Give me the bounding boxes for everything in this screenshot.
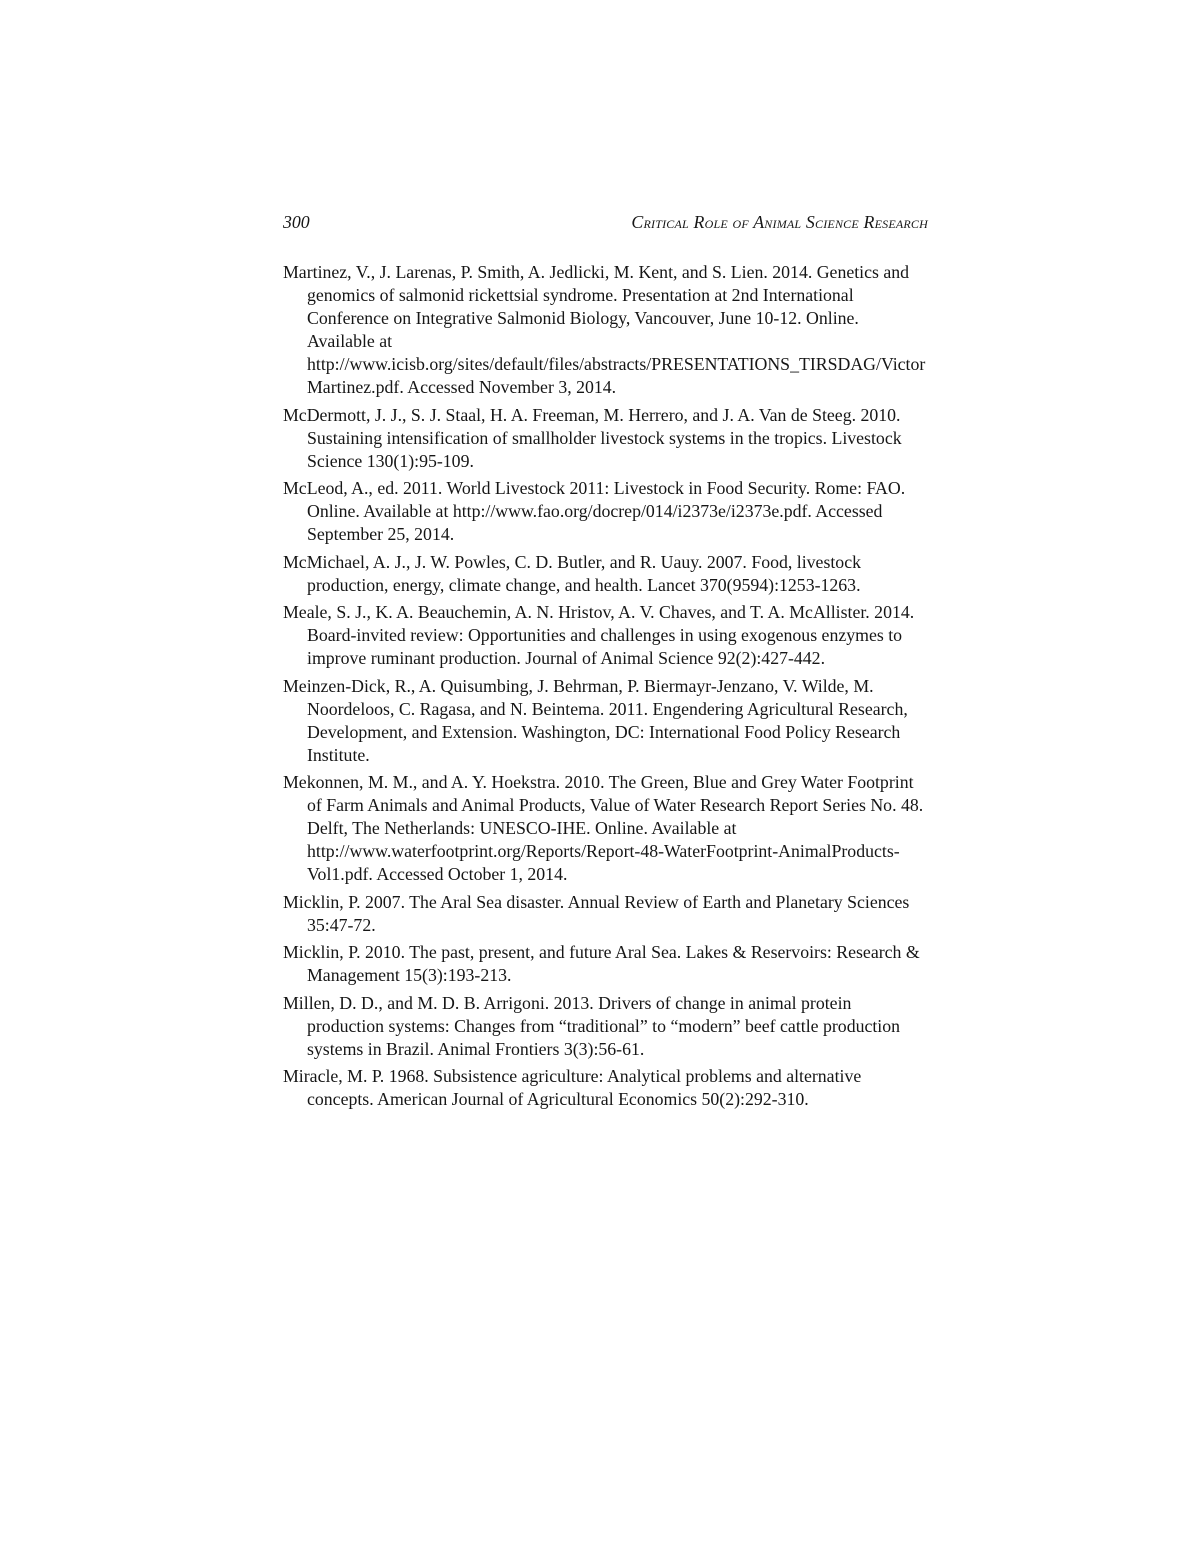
reference-entry: McLeod, A., ed. 2011. World Livestock 2011: Livestock in Food Security. Rome: FAO. Online. Available at http://www.fao.org/docrep/014/i2373e/i2373e.pdf. Accessed September 25, 2014.	[283, 478, 906, 544]
reference-entry: Martinez, V., J. Larenas, P. Smith, A. Jedlicki, M. Kent, and S. Lien. 2014. Genetics and genomics of salmonid rickettsial syndrome. Presentation at 2nd International Conference on Integrative Salmonid Biology, Vancouver, June 10-12. Online. Available at http://www.icisb.org/sites/default/files/abstracts/PRESENTATIONS_TIRSDAG/VictorMartinez.pdf. Accessed November 3, 2014.	[283, 262, 926, 397]
reference-entry: McMichael, A. J., J. W. Powles, C. D. Butler, and R. Uauy. 2007. Food, livestock production, energy, climate change, and health. Lancet 370(9594):1253-1263.	[283, 551, 861, 595]
reference-entry: Meale, S. J., K. A. Beauchemin, A. N. Hristov, A. V. Chaves, and T. A. McAllister. 2014. Board-invited review: Opportunities and challenges in using exogenous enzymes to improve ruminant production. Journal of Animal Science 92(2):427-442.	[283, 602, 915, 668]
reference-entry: Meinzen-Dick, R., A. Quisumbing, J. Behrman, P. Biermayr-Jenzano, V. Wilde, M. Noordeloos, C. Ragasa, and N. Beintema. 2011. Engendering Agricultural Research, Development, and Extension. Washington, DC: International Food Policy Research Institute.	[283, 675, 908, 765]
running-header	[283, 211, 928, 234]
reference-entry: Miracle, M. P. 1968. Subsistence agriculture: Analytical problems and alternative concepts. American Journal of Agricultural Economics 50(2):292-310.	[283, 1066, 862, 1109]
reference-entry: Micklin, P. 2007. The Aral Sea disaster. Annual Review of Earth and Planetary Sciences 35:47-72.	[283, 891, 910, 935]
reference-entry: McDermott, J. J., S. J. Staal, H. A. Freeman, M. Herrero, and J. A. Van de Steeg. 2010. Sustaining intensification of smallholder livestock systems in the tropics. Livestock Science 130(1):95-109.	[283, 404, 902, 471]
page-number: 300	[283, 212, 310, 232]
reference-list	[283, 261, 928, 1111]
running-title: Critical Role of Animal Science Research	[631, 212, 928, 232]
reference-entry: Millen, D. D., and M. D. B. Arrigoni. 2013. Drivers of change in animal protein production systems: Changes from “traditional” to “modern” beef cattle production systems in Brazil. Animal Frontiers 3(3):56-61.	[283, 992, 901, 1059]
reference-entry: Mekonnen, M. M., and A. Y. Hoekstra. 2010. The Green, Blue and Grey Water Footprint of Farm Animals and Animal Products, Value of Water Research Report Series No. 48. Delft, The Netherlands: UNESCO-IHE. Online. Available at http://www.waterfootprint.org/Reports/Report-48-WaterFootprint-AnimalProducts-Vol1.pdf. Accessed October 1, 2014.	[283, 772, 924, 884]
page-content	[283, 211, 928, 1116]
reference-entry: Micklin, P. 2010. The past, present, and future Aral Sea. Lakes & Reservoirs: Research & Management 15(3):193-213.	[283, 942, 920, 985]
